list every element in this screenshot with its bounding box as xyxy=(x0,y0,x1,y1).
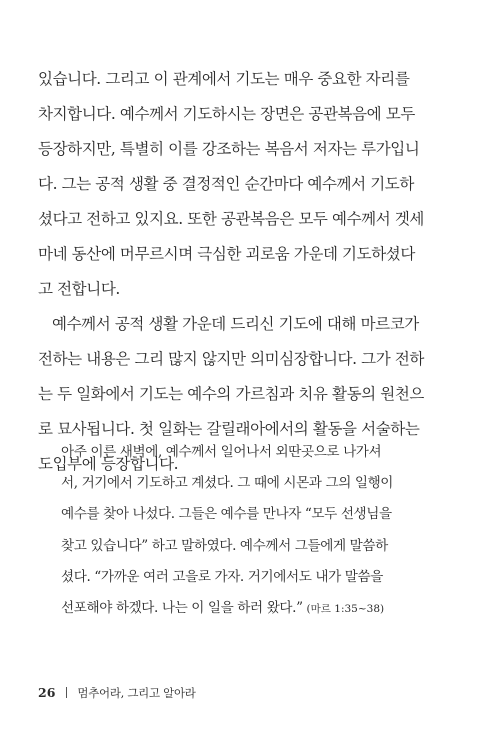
page-number: 26 xyxy=(38,685,56,700)
quote-last-line xyxy=(61,593,451,624)
text-line: 예수께서 공적 생활 가운데 드리신 기도에 대해 마르코가 xyxy=(52,315,419,333)
page-footer xyxy=(38,685,196,701)
footer-separator xyxy=(66,687,67,698)
quote-line: 셨다. “가까운 여러 고을로 가자. 거기에서도 내가 말씀을 xyxy=(61,568,383,585)
paragraph-1 xyxy=(38,62,464,307)
quote-line: 아주 이른 새벽에, 예수께서 일어나서 외딴곳으로 나가셔 xyxy=(61,444,382,460)
text-line: 다. 그는 공적 생활 중 결정적인 순간마다 예수께서 기도하 xyxy=(38,175,414,193)
text-line: 셨다고 전하고 있지요. 또한 공관복음은 모두 예수께서 겟세 xyxy=(38,210,424,228)
text-line: 전하는 내용은 그리 많지 않지만 의미심장합니다. 그가 전하 xyxy=(38,350,424,368)
text-line: 고 전합니다. xyxy=(38,280,120,298)
text-line: 는 두 일화에서 기도는 예수의 가르침과 치유 활동의 원천으 xyxy=(38,385,424,403)
scripture-citation: (마르 1:35~38) xyxy=(306,602,385,615)
text-line: 로 묘사됩니다. 첫 일화는 갈릴래아에서의 활동을 서술하는 xyxy=(38,420,420,438)
text-line: 도입부에 등장합니다. xyxy=(38,455,179,473)
quote-last-text: 선포해야 하겠다. 나는 이 일을 하러 왔다.” xyxy=(61,599,303,616)
text-line: 차지합니다. 예수께서 기도하시는 장면은 공관복음에 모두 xyxy=(38,105,415,123)
text-line: 있습니다. 그리고 이 관계에서 기도는 매우 중요한 자리를 xyxy=(38,70,410,88)
quote-line: 서, 거기에서 기도하고 계셨다. 그 때에 시몬과 그의 일행이 xyxy=(61,475,394,492)
quote-line: 찾고 있습니다” 하고 말하였다. 예수께서 그들에게 말씀하 xyxy=(61,537,388,554)
text-line: 등장하지만, 특별히 이를 강조하는 복음서 저자는 루가입니 xyxy=(38,140,420,158)
quote-line: 예수를 찾아 나섰다. 그들은 예수를 만나자 “모두 선생님을 xyxy=(61,506,392,523)
book-title: 멈추어라, 그리고 알아라 xyxy=(77,686,196,700)
main-text xyxy=(38,62,464,482)
text-line: 마네 동산에 머무르시며 극심한 괴로움 가운데 기도하셨다 xyxy=(38,245,415,263)
block-quote xyxy=(61,437,451,624)
